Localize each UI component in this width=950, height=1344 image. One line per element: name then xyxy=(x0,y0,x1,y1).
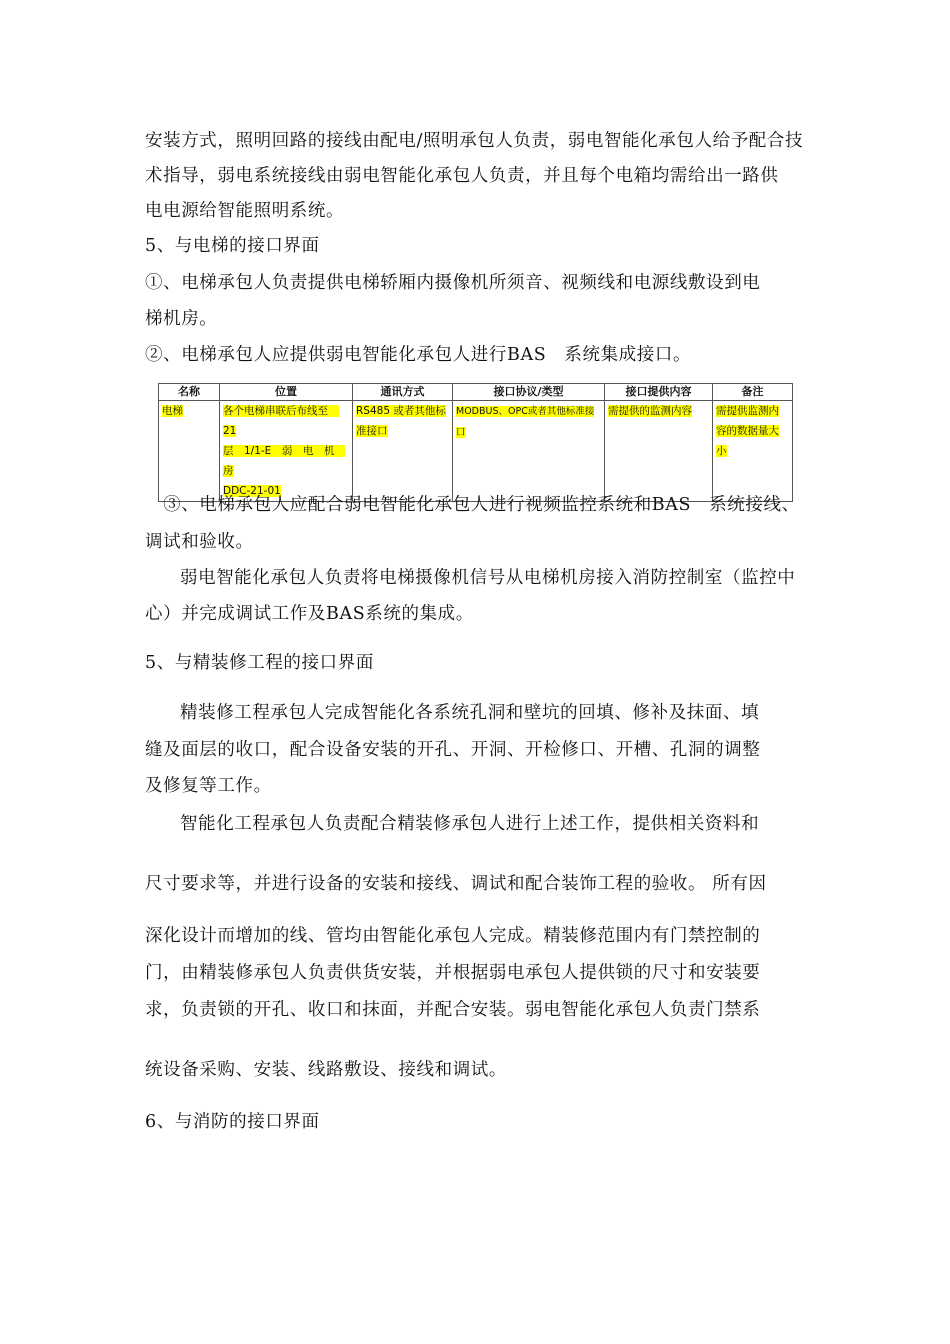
interface-table xyxy=(158,383,793,502)
paragraph-line: 电电源给智能照明系统。 xyxy=(145,201,345,221)
paragraph-line: 深化设计而增加的线、管均由智能化承包人完成。精装修范围内有门禁控制的 xyxy=(145,926,761,946)
section-heading-decoration: 5、与精装修工程的接口界面 xyxy=(145,653,374,673)
header-name: 名称 xyxy=(159,384,220,401)
header-remark: 备注 xyxy=(713,384,793,401)
cell-remark-line: 需提供监测内 xyxy=(716,405,779,417)
cell-remark xyxy=(713,401,793,502)
paragraph-line: 弱电智能化承包人负责将电梯摄像机信号从电梯机房接入消防控制室（监控中 xyxy=(180,568,796,588)
cell-location xyxy=(220,401,353,502)
cell-name xyxy=(159,401,220,502)
paragraph-line: ①、电梯承包人负责提供电梯轿厢内摄像机所须音、视频线和电源线敷设到电 xyxy=(145,273,761,293)
table-header-row xyxy=(159,384,793,401)
paragraph-line: 智能化工程承包人负责配合精装修承包人进行上述工作，提供相关资料和 xyxy=(180,814,760,834)
paragraph-line: 术指导，弱电系统接线由弱电智能化承包人负责，并且每个电箱均需给出一路供 xyxy=(145,166,779,186)
cell-location-line: DDC-21-01 xyxy=(223,485,281,497)
cell-remark-line: 容的数据量大 xyxy=(716,425,779,437)
cell-content-text: 需提供的监测内容 xyxy=(608,405,692,417)
header-content: 接口提供内容 xyxy=(605,384,713,401)
cell-comm-line: RS485 或者其他标 xyxy=(356,405,446,417)
header-comm: 通讯方式 xyxy=(353,384,453,401)
cell-protocol-text: MODBUS、OPC或者其他标准接口 xyxy=(456,406,595,438)
paragraph-line: 心）并完成调试工作及BAS系统的集成。 xyxy=(145,604,474,624)
paragraph-line: 安装方式，照明回路的接线由配电/照明承包人负责，弱电智能化承包人给予配合技 xyxy=(145,131,804,151)
cell-location-line: 层 1/1-E 弱 电 机 房 xyxy=(223,445,345,477)
cell-content xyxy=(605,401,713,502)
table-row xyxy=(159,401,793,502)
cell-comm xyxy=(353,401,453,502)
paragraph-line: 求，负责锁的开孔、收口和抹面，并配合安装。弱电智能化承包人负责门禁系 xyxy=(145,1000,761,1020)
cell-protocol xyxy=(453,401,605,502)
paragraph-line: ②、电梯承包人应提供弱电智能化承包人进行BAS 系统集成接口。 xyxy=(145,345,692,365)
cell-comm-line: 准接口 xyxy=(356,425,388,437)
paragraph-line: 及修复等工作。 xyxy=(145,776,272,796)
section-heading-elevator: 5、与电梯的接口界面 xyxy=(145,236,320,256)
paragraph-line: ③、电梯承包人应配合弱电智能化承包人进行视频监控系统和BAS 系统接线、 xyxy=(145,495,800,515)
cell-location-line: 各个电梯串联后布线至 21 xyxy=(223,405,339,437)
paragraph-line: 梯机房。 xyxy=(145,309,218,329)
paragraph-line: 统设备采购、安装、线路敷设、接线和调试。 xyxy=(145,1060,507,1080)
section-heading-fire: 6、与消防的接口界面 xyxy=(145,1112,320,1132)
cell-remark-line: 小 xyxy=(716,445,727,457)
paragraph-line: 尺寸要求等，并进行设备的安装和接线、调试和配合装饰工程的验收。 所有因 xyxy=(145,874,767,894)
cell-name-text: 电梯 xyxy=(162,405,183,417)
paragraph-line: 精装修工程承包人完成智能化各系统孔洞和壁坑的回填、修补及抹面、填 xyxy=(180,703,760,723)
paragraph-line: 缝及面层的收口，配合设备安装的开孔、开洞、开检修口、开槽、孔洞的调整 xyxy=(145,740,761,760)
paragraph-line: 调试和验收。 xyxy=(145,532,254,552)
header-location: 位置 xyxy=(220,384,353,401)
header-protocol: 接口协议/类型 xyxy=(453,384,605,401)
paragraph-line: 门，由精装修承包人负责供货安装，并根据弱电承包人提供锁的尺寸和安装要 xyxy=(145,963,761,983)
